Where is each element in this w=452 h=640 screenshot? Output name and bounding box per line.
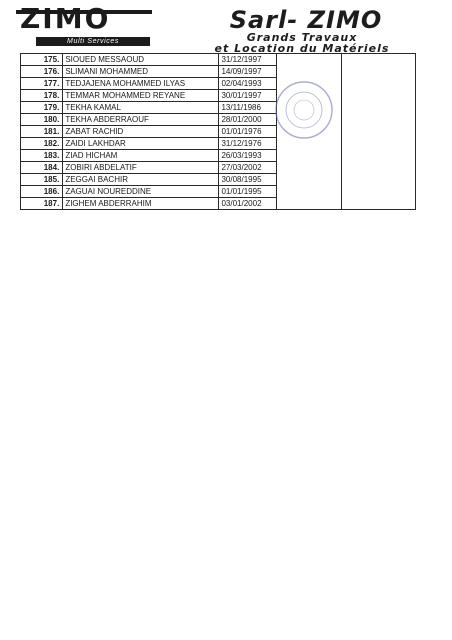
row-name: ZIAD HICHAM (63, 150, 219, 162)
logo-subtitle: Multi Services (36, 37, 150, 46)
row-empty-cell (276, 66, 341, 78)
row-empty-cell (342, 198, 416, 210)
row-name: TEKHA ABDERRAOUF (63, 114, 219, 126)
row-empty-cell (342, 138, 416, 150)
table-row (21, 126, 416, 138)
row-name: ZABAT RACHID (63, 126, 219, 138)
row-birth-date: 02/04/1993 (219, 78, 276, 90)
row-number: 176. (21, 66, 63, 78)
row-empty-cell (276, 54, 341, 66)
table-row (21, 150, 416, 162)
tagline-location: et Location du Matériels (214, 42, 390, 55)
row-birth-date: 31/12/1997 (219, 54, 276, 66)
row-name: ZEGGAI BACHIR (63, 174, 219, 186)
row-number: 184. (21, 162, 63, 174)
company-name: Sarl- ZIMO (229, 6, 383, 34)
row-name: ZAIDI LAKHDAR (63, 138, 219, 150)
table-row (21, 162, 416, 174)
row-birth-date: 30/08/1995 (219, 174, 276, 186)
row-empty-cell (276, 78, 341, 90)
row-empty-cell (342, 54, 416, 66)
row-birth-date: 30/01/1997 (219, 90, 276, 102)
row-empty-cell (342, 90, 416, 102)
row-empty-cell (342, 78, 416, 90)
table-row (21, 186, 416, 198)
row-number: 183. (21, 150, 63, 162)
table-row (21, 138, 416, 150)
row-birth-date: 27/03/2002 (219, 162, 276, 174)
row-empty-cell (342, 186, 416, 198)
table-row (21, 174, 416, 186)
row-birth-date: 13/11/1986 (219, 102, 276, 114)
logo-word: ZIMO (20, 2, 111, 35)
table-row (21, 54, 416, 66)
row-empty-cell (276, 126, 341, 138)
row-name: TEMMAR MOHAMMED REYANE (63, 90, 219, 102)
row-empty-cell (342, 174, 416, 186)
row-empty-cell (342, 114, 416, 126)
row-empty-cell (276, 174, 341, 186)
table-row (21, 90, 416, 102)
table-row (21, 102, 416, 114)
tagline-grands-travaux: Grands Travaux (246, 31, 358, 44)
row-number: 180. (21, 114, 63, 126)
personnel-table (20, 53, 416, 210)
row-empty-cell (276, 102, 341, 114)
row-birth-date: 14/09/1997 (219, 66, 276, 78)
row-empty-cell (276, 138, 341, 150)
row-name: TEKHA KAMAL (63, 102, 219, 114)
row-number: 186. (21, 186, 63, 198)
row-name: ZAGUAI NOUREDDINE (63, 186, 219, 198)
row-name: ZIGHEM ABDERRAHIM (63, 198, 219, 210)
row-birth-date: 01/01/1976 (219, 126, 276, 138)
row-name: TEDJAJENA MOHAMMED ILYAS (63, 78, 219, 90)
table-row (21, 66, 416, 78)
row-number: 185. (21, 174, 63, 186)
table-row (21, 78, 416, 90)
row-number: 177. (21, 78, 63, 90)
row-name: SIOUED MESSAOUD (63, 54, 219, 66)
row-empty-cell (342, 162, 416, 174)
row-number: 178. (21, 90, 63, 102)
table-row (21, 114, 416, 126)
row-birth-date: 28/01/2000 (219, 114, 276, 126)
row-empty-cell (342, 102, 416, 114)
row-birth-date: 26/03/1993 (219, 150, 276, 162)
row-birth-date: 31/12/1976 (219, 138, 276, 150)
row-number: 179. (21, 102, 63, 114)
row-empty-cell (276, 198, 341, 210)
row-empty-cell (342, 150, 416, 162)
row-empty-cell (342, 126, 416, 138)
row-empty-cell (276, 186, 341, 198)
row-empty-cell (276, 150, 341, 162)
row-empty-cell (276, 162, 341, 174)
row-number: 181. (21, 126, 63, 138)
row-empty-cell (276, 90, 341, 102)
row-number: 175. (21, 54, 63, 66)
row-number: 182. (21, 138, 63, 150)
row-name: SLIMANI MOHAMMED (63, 66, 219, 78)
row-birth-date: 03/01/2002 (219, 198, 276, 210)
row-number: 187. (21, 198, 63, 210)
company-logo (16, 2, 152, 46)
table-row (21, 198, 416, 210)
row-name: ZOBIRI ABDELATIF (63, 162, 219, 174)
row-birth-date: 01/01/1995 (219, 186, 276, 198)
row-empty-cell (342, 66, 416, 78)
row-empty-cell (276, 114, 341, 126)
